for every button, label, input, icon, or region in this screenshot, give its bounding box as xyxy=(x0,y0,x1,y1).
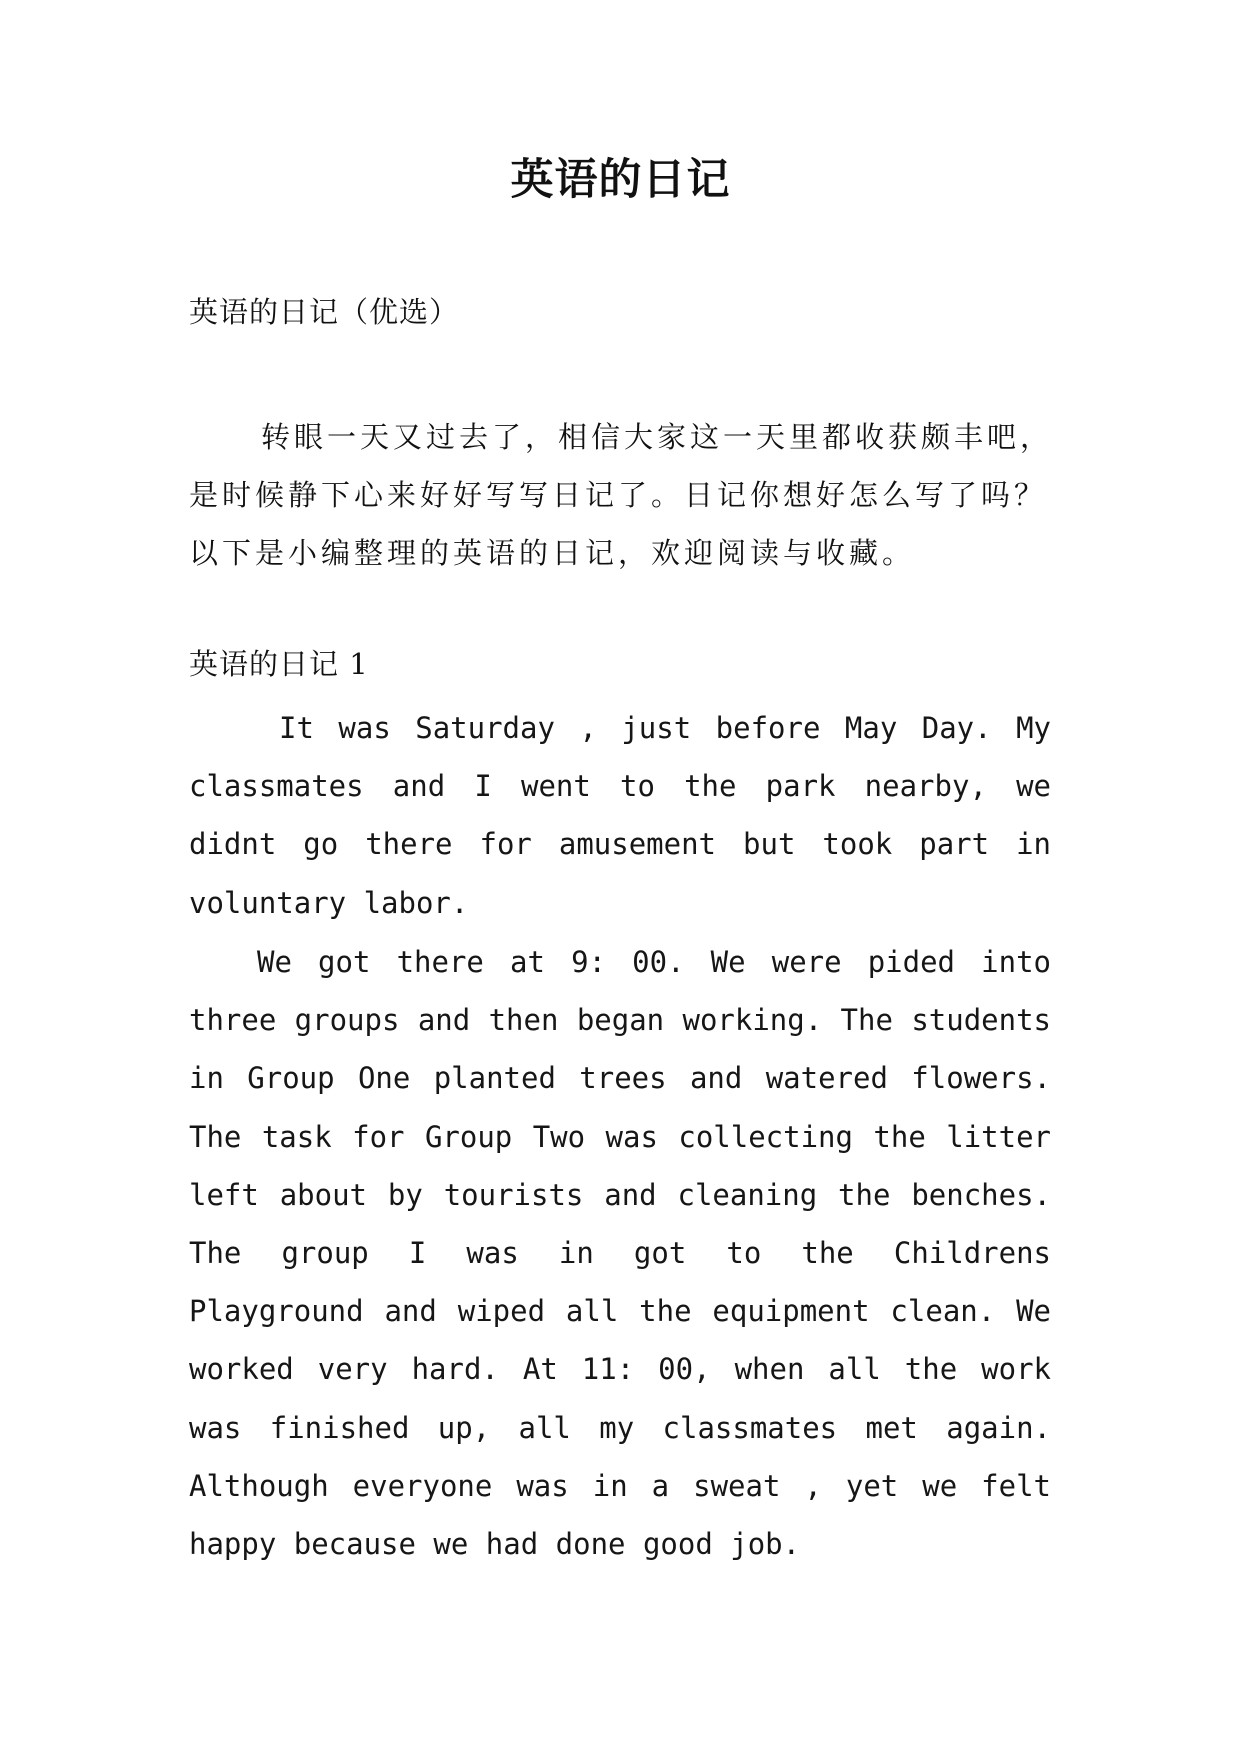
body-paragraph-1: It was Saturday , just before May Day. My classmates and I went to the park nearby, we didnt go there for amusement but took part in voluntary labor. xyxy=(189,711,1051,920)
intro-paragraph: 转眼一天又过去了，相信大家这一天里都收获颇丰吧，是时候静下心来好好写写日记了。日记你想好怎么写了吗？以下是小编整理的英语的日记，欢迎阅读与收藏。 xyxy=(189,420,1054,570)
document-subtitle: 英语的日记（优选） xyxy=(189,295,460,329)
section-heading: 英语的日记 1 xyxy=(189,647,369,681)
document-title: 英语的日记 xyxy=(510,155,731,205)
body-paragraph-2: We got there at 9: 00. We were pided into three groups and then began working. The students in Group One planted trees and watered flowers. The task for Group Two was collecting the litter left about by tourists and cleaning the benches. The group I was in got to the Childrens Playground and wiped all the equipment clean. We worked very hard. At 11: 00, when all the work was finished up, all my classmates met again. Although everyone was in a sweat , yet we felt happy because we had done good job. xyxy=(189,945,1051,1562)
